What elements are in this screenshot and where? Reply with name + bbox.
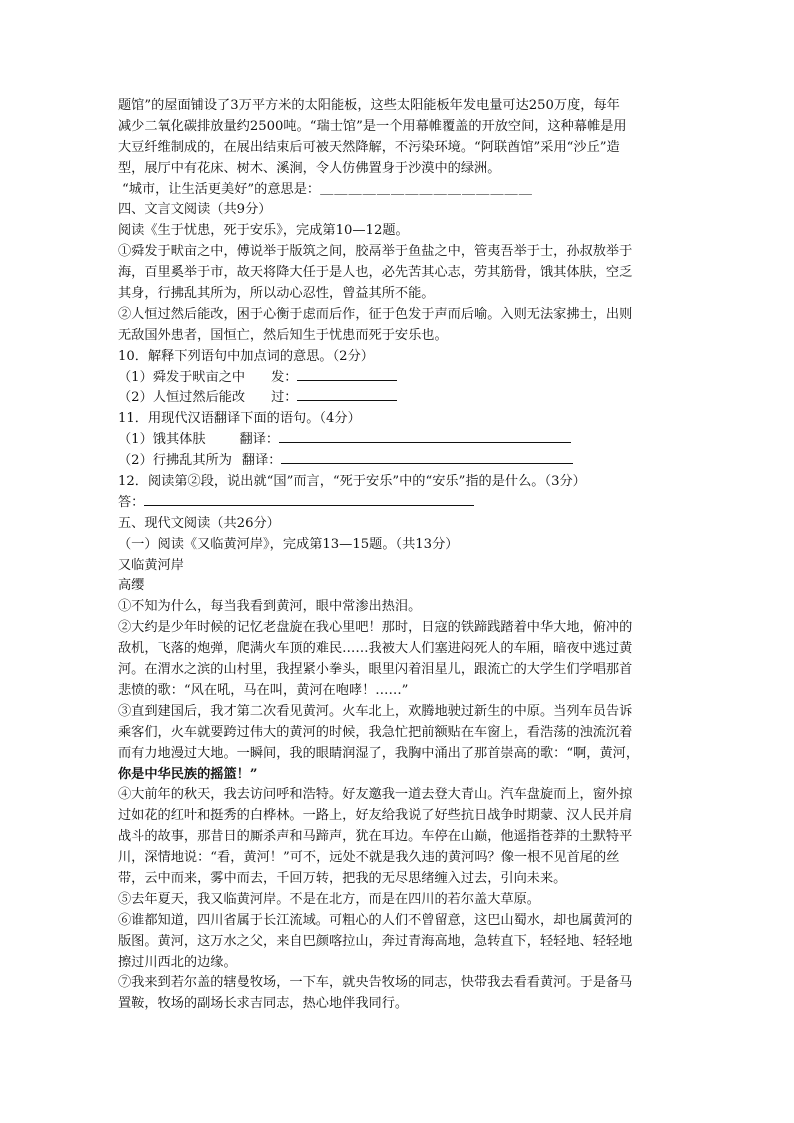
question-city-text: “城市，让生活更美好”的意思是：	[122, 181, 321, 197]
section-heading: 四、文言文阅读（共9分）	[118, 202, 272, 218]
question-10-2-label: 过：	[271, 390, 298, 406]
text-line: 题馆”的屋面铺设了3万平方米的太阳能板，这些太阳能板年发电量可达250万度，每年	[118, 98, 620, 113]
question-11-1-text: （1）饿其体肤	[118, 432, 206, 448]
text-line: ②人恒过然后能改，困于心衡于虑而后作，征于色发于声而后喻。入则无法家拂士，出则	[118, 306, 633, 322]
answer-label: 答：	[118, 494, 145, 510]
text-line: ⑦我来到若尔盖的辖曼牧场，一下车，就央告牧场的同志，快带我去看看黄河。于是备马	[118, 975, 633, 991]
text-line: 海，百里奚举于市，故天将降大任于是人也，必先苦其心志，劳其筋骨，饿其体肤，空乏	[118, 265, 633, 281]
text-line: ①舜发于畎亩之中，傅说举于版筑之间，胶鬲举于鱼盐之中，管夷吾举于士，孙叔敖举于	[118, 244, 633, 260]
text-line: 战斗的故事，那昔日的厮杀声和马蹄声，犹在耳边。车停在山巅，他遥指苍莽的土默特平	[118, 829, 633, 845]
text-line: 其身，行拂乱其所为，所以动心忍性，曾益其所不能。	[118, 286, 435, 302]
question-11-2-label: 翻译：	[241, 453, 282, 469]
text-line: ③直到建国后，我才第二次看见黄河。火车北上，欢腾地驶过新生的中原。当列车员告诉	[118, 703, 633, 719]
text-line: 减少二氧化碳排放量约2500吨。“瑞士馆”是一个用幕帷覆盖的开放空间，这种幕帷是用	[118, 118, 627, 134]
text-line: 而有力地漫过大地。一瞬间，我的眼睛润湿了，我胸中涌出了那首崇高的歌：“啊，黄河，	[118, 745, 640, 761]
text-line: 无敌国外患者，国恒亡，然后知生于忧患而死于安乐也。	[118, 327, 448, 343]
question-10-1	[118, 368, 678, 389]
reading-instruction: （一）阅读《又临黄河岸》，完成第13—15题。（共13分）	[118, 536, 459, 552]
question-11-2-text: （2）行拂乱其所为	[118, 453, 232, 469]
answer-blank	[281, 451, 573, 464]
reading-instruction: 阅读《生于忧患，死于安乐》，完成第10—12题。	[118, 223, 409, 239]
text-line: 过如花的红叶和挺秀的白桦林。一路上，好友给我说了好些抗日战争时期蒙、汉人民并肩	[118, 808, 633, 824]
text-line: ⑤去年夏天，我又临黄河岸。不是在北方，而是在四川的若尔盖大草原。	[118, 891, 540, 907]
answer-blank	[279, 430, 571, 443]
text-line: 你是中华民族的摇篮！”	[118, 766, 258, 782]
question-city-line	[118, 180, 678, 201]
text-line: 型，展厅中有花床、树木、溪涧，令人仿佛置身于沙漠中的绿洲。	[118, 160, 501, 176]
answer-blank	[297, 388, 397, 401]
question-10-2-text: （2）人恒过然后能改	[118, 390, 246, 406]
question-11: 11．用现代汉语翻译下面的语句。（4分）	[118, 411, 361, 427]
article-title: 又临黄河岸	[118, 557, 184, 573]
section-heading: 五、现代文阅读（共26分）	[118, 515, 280, 531]
text-line: ①不知为什么，每当我看到黄河，眼中常渗出热泪。	[118, 599, 422, 615]
text-line: 川，深情地说：“看，黄河！”可不，远处不就是我久违的黄河吗？像一根不见首尾的丝	[118, 850, 620, 866]
question-10-2	[118, 388, 678, 409]
text-line: 擦过川西北的边缘。	[118, 954, 237, 970]
question-10-1-text: （1）舜发于畎亩之中	[118, 369, 246, 385]
answer-blank	[297, 368, 397, 381]
question-11-1-label: 翻译：	[239, 432, 280, 448]
text-line: 大豆纤维制成的，在展出结束后可被天然降解，不污染环境。“阿联酋馆”采用“沙丘”造	[118, 139, 620, 155]
text-line: ④大前年的秋天，我去访问呼和浩特。好友邀我一道去登大青山。汽车盘旋而上，窗外掠	[118, 787, 633, 803]
answer-blank: ＿＿＿＿＿＿＿＿＿＿＿＿＿＿＿	[320, 181, 533, 197]
article-author: 高缨	[118, 578, 145, 594]
text-line: ②大约是少年时候的记忆老盘旋在我心里吧！那时，日寇的铁蹄践踏着中华大地，俯冲的	[118, 620, 633, 636]
text-line: ⑥谁都知道，四川省属于长江流域。可粗心的人们不曾留意，这巴山蜀水，却也属黄河的	[118, 912, 633, 928]
question-10-1-label: 发：	[271, 369, 298, 385]
question-12-answer	[118, 493, 678, 514]
document-page	[118, 96, 678, 1015]
question-11-2	[118, 451, 678, 472]
text-line: 带，云中而来，雾中而去，千回万转，把我的无尽思绪缠入过去，引向未来。	[118, 870, 567, 886]
answer-blank	[144, 493, 474, 506]
question-10: 10．解释下列语句中加点词的意思。（2分）	[118, 348, 374, 364]
text-line: 版图。黄河，这万水之父，来自巴颜喀拉山，奔过青海高地，急转直下，轻轻地、轻轻地	[118, 933, 633, 949]
text-line: 乘客们，火车就要跨过伟大的黄河的时候，我急忙把前额贴在车窗上，看浩荡的浊流沉着	[118, 724, 633, 740]
question-11-1	[118, 430, 678, 451]
text-line: 置鞍，牧场的副场长求吉同志，热心地伴我同行。	[118, 996, 409, 1012]
text-line: 河。在渭水之滨的山村里，我捏紧小拳头，眼里闪着泪星儿，跟流亡的大学生们学唱那首	[118, 662, 633, 678]
question-12: 12．阅读第②段，说出就“国”而言，“死于安乐”中的“安乐”指的是什么。（3分）	[118, 474, 586, 490]
text-line: 敌机，飞落的炮弹，爬满火车顶的难民……我被大人们塞进闷死人的车厢，暗夜中逃过黄	[118, 641, 633, 657]
text-line: 悲愤的歌：“风在吼，马在叫，黄河在咆哮！……”	[118, 682, 409, 698]
